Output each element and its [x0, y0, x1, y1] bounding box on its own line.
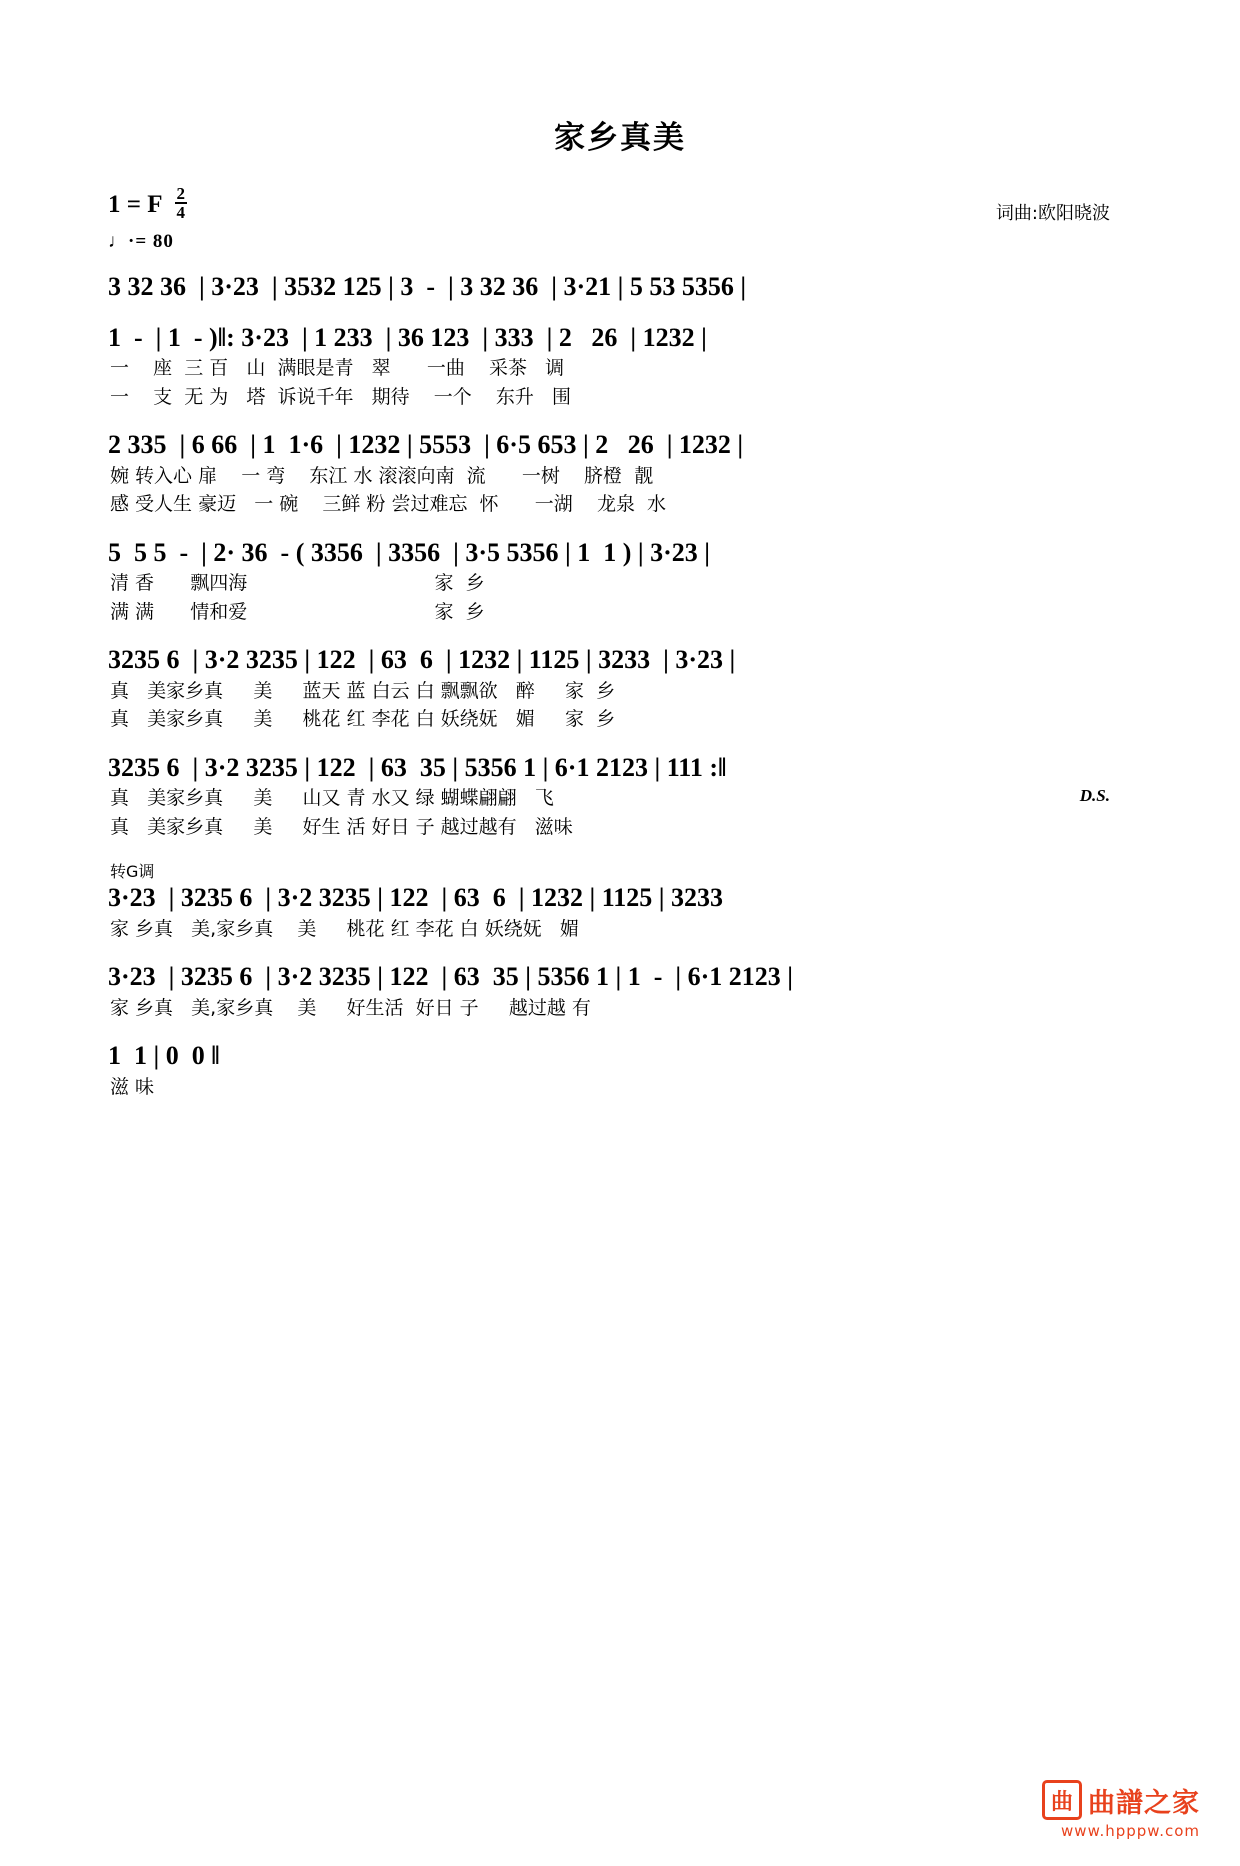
system-7: [108, 859, 1132, 943]
notation-line: 3·23 | 3235 6 | 3·2 3235 | 122 | 63 35 | 5356 1 | 1 - | 6·1 2123 |: [108, 962, 793, 991]
system-6: [108, 752, 1132, 842]
lyric-line-verse1: 家 乡真 美,家乡真 美 好生活 好日 子 越过越 有: [110, 996, 591, 1019]
notation-line: 1 1 | 0 0 ‖: [108, 1041, 220, 1070]
modulation-marking: 转G调: [110, 862, 155, 881]
system-5: [108, 644, 1132, 734]
lyric-line-verse2: 满 满 情和爱 家 乡: [110, 600, 485, 623]
watermark-name: 曲譜之家: [1088, 1787, 1200, 1819]
system-9: [108, 1040, 1132, 1101]
system-2: [108, 322, 1132, 412]
ds-marking: D.S.: [1079, 785, 1110, 805]
lyric-line-verse2: 真 美家乡真 美 桃花 红 李花 白 妖绕妩 媚 家 乡: [110, 708, 616, 730]
watermark-logo: [1042, 1780, 1200, 1820]
sheet-music-page: [0, 112, 1240, 1866]
system-8: [108, 961, 1132, 1022]
lyric-line-verse1: 真 美家乡真 美 蓝天 蓝 白云 白 飘飘欲 醉 家 乡: [110, 679, 616, 702]
logo-icon: 曲: [1042, 1780, 1082, 1820]
notation-line: 5 5 5 - | 2· 36 - ( 3356 | 3356 | 3·5 5356 | 1 1 ) | 3·23 |: [108, 537, 710, 567]
system-3: [108, 429, 1132, 519]
lyric-line-verse1: 婉 转入心 扉 一 弯 东江 水 滚滚向南 流 一树 脐橙 靓: [110, 464, 654, 487]
lyric-line-verse1: 一 座 三 百 山 满眼是青 翠 一曲 采茶 调: [110, 357, 565, 379]
notation-line: 3 32 36 | 3·23 | 3532 125 | 3 - | 3 32 36 | 3·21 | 5 53 5356 |: [108, 272, 747, 301]
key-signature: 1 = F: [108, 191, 163, 218]
lyric-line-verse1: 滋 味: [110, 1075, 155, 1098]
notation-line: 2 335 | 6 66 | 1 1·6 | 1232 | 5553 | 6·5 653 | 2 26 | 1232 |: [108, 430, 744, 459]
watermark: [1042, 1780, 1200, 1840]
system-1: [108, 271, 1132, 304]
notation-line: 3·23 | 3235 6 | 3·2 3235 | 122 | 63 6 | 1232 | 1125 | 3233: [108, 883, 723, 912]
lyric-line-verse1: 家 乡真 美,家乡真 美 桃花 红 李花 白 妖绕妩 媚: [110, 917, 579, 940]
composer-credit: 词曲:欧阳晓波: [995, 203, 1110, 224]
notation-line: 3235 6 | 3·2 3235 | 122 | 63 6 | 1232 | 1125 | 3233 | 3·23 |: [108, 645, 736, 674]
system-4: [108, 537, 1132, 627]
time-signature-numerator: 2: [176, 184, 186, 203]
notation-line: 1 - | 1 - )‖: 3·23 | 1 233 | 36 123 | 333 | 2 26 | 1232 |: [108, 322, 707, 352]
music-systems: [108, 257, 1132, 1101]
lyric-line-verse1: 真 美家乡真 美 山又 青 水又 绿 蝴蝶翩翩 飞: [110, 787, 554, 809]
tempo-marking: ♩·= 80: [108, 231, 174, 252]
watermark-url: www.hpppw.com: [1061, 1822, 1200, 1840]
time-signature: [175, 185, 188, 221]
lyric-line-verse1: 清 香 飘四海 家 乡: [110, 572, 485, 594]
lyric-line-verse2: 感 受人生 豪迈 一 碗 三鲜 粉 尝过难忘 怀 一湖 龙泉 水: [110, 493, 667, 515]
score-header: [0, 184, 1240, 257]
key-tempo-block: [108, 184, 187, 253]
page-title: 家乡真美: [554, 120, 686, 156]
time-signature-denominator: 4: [176, 203, 186, 222]
lyric-line-verse2: 一 支 无 为 塔 诉说千年 期待 一个 东升 围: [110, 385, 572, 408]
notation-line: 3235 6 | 3·2 3235 | 122 | 63 35 | 5356 1 | 6·1 2123 | 111 :‖: [108, 752, 727, 782]
lyric-line-verse2: 真 美家乡真 美 好生 活 好日 子 越过越有 滋味: [110, 815, 573, 838]
